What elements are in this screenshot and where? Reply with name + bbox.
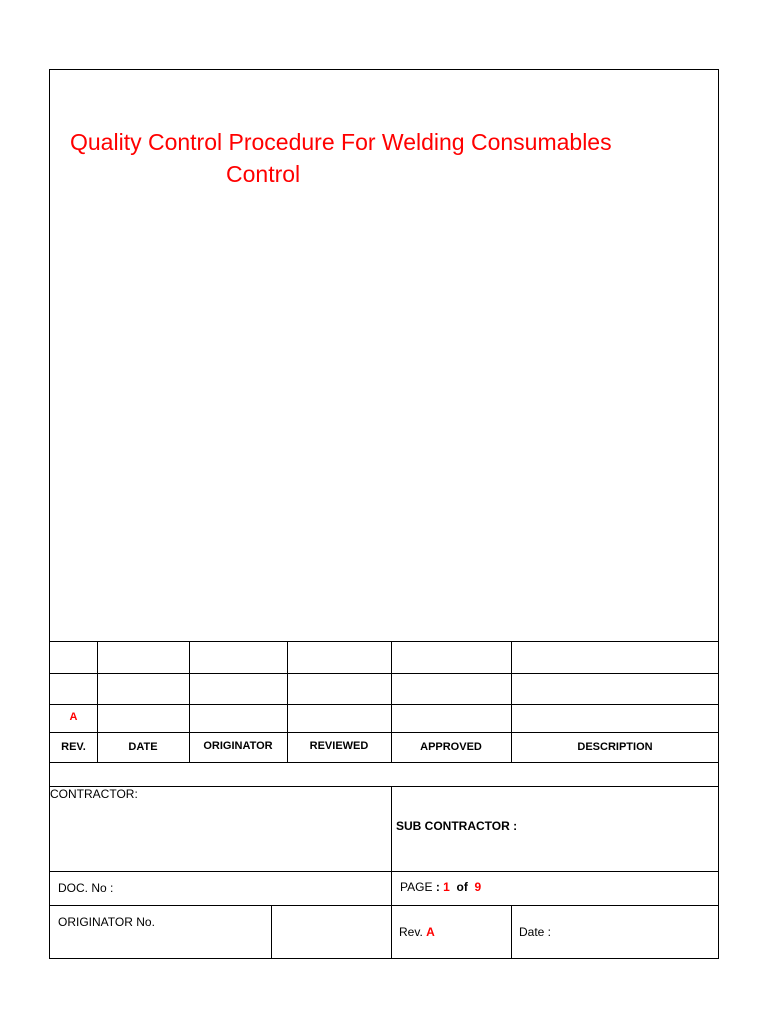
rev-table-cell-rev: A bbox=[69, 711, 78, 723]
sub-contractor-label: SUB CONTRACTOR : bbox=[396, 819, 518, 833]
page-colon: : bbox=[435, 880, 440, 894]
footer-rev bbox=[399, 925, 435, 939]
rev-table-header-approved: APPROVED bbox=[420, 741, 482, 753]
contractor-label: CONTRACTOR: bbox=[50, 787, 138, 801]
document-title-line-2: Control bbox=[226, 161, 301, 187]
document-frame bbox=[49, 69, 719, 959]
rev-date-divider bbox=[511, 905, 512, 959]
page-total: 9 bbox=[474, 880, 482, 894]
page-current: 1 bbox=[443, 880, 450, 894]
rev-table-header-date: DATE bbox=[128, 741, 158, 753]
rev-table-header-description: DESCRIPTION bbox=[577, 741, 653, 753]
footer-date-label: Date : bbox=[519, 925, 552, 939]
footer-rev-label: Rev. bbox=[399, 925, 423, 939]
originator-divider bbox=[271, 905, 272, 959]
rev-table-row-divider bbox=[50, 704, 719, 705]
page-indicator bbox=[400, 880, 481, 894]
originator-row-top-border bbox=[50, 905, 719, 906]
rev-table-header-reviewed: REVIEWED bbox=[309, 740, 369, 752]
rev-table-header-rev: REV. bbox=[61, 741, 86, 753]
doc-no-label: DOC. No : bbox=[58, 881, 114, 895]
contractor-divider bbox=[391, 786, 392, 959]
rev-table-header-originator: ORIGINATOR bbox=[203, 740, 273, 752]
footer-spacer-divider bbox=[50, 786, 719, 787]
originator-no-label: ORIGINATOR No. bbox=[58, 915, 155, 929]
page-label: PAGE bbox=[400, 880, 433, 894]
rev-table-row-divider bbox=[50, 673, 719, 674]
footer-rev-value: A bbox=[426, 925, 435, 939]
doc-row-top-border bbox=[50, 871, 719, 872]
document-title-line-1: Quality Control Procedure For Welding Consumables bbox=[70, 129, 612, 155]
rev-table-bottom-border bbox=[50, 762, 719, 763]
rev-table-top-border bbox=[50, 641, 719, 642]
page-of: of bbox=[456, 880, 468, 894]
rev-table-header-top bbox=[50, 732, 719, 733]
